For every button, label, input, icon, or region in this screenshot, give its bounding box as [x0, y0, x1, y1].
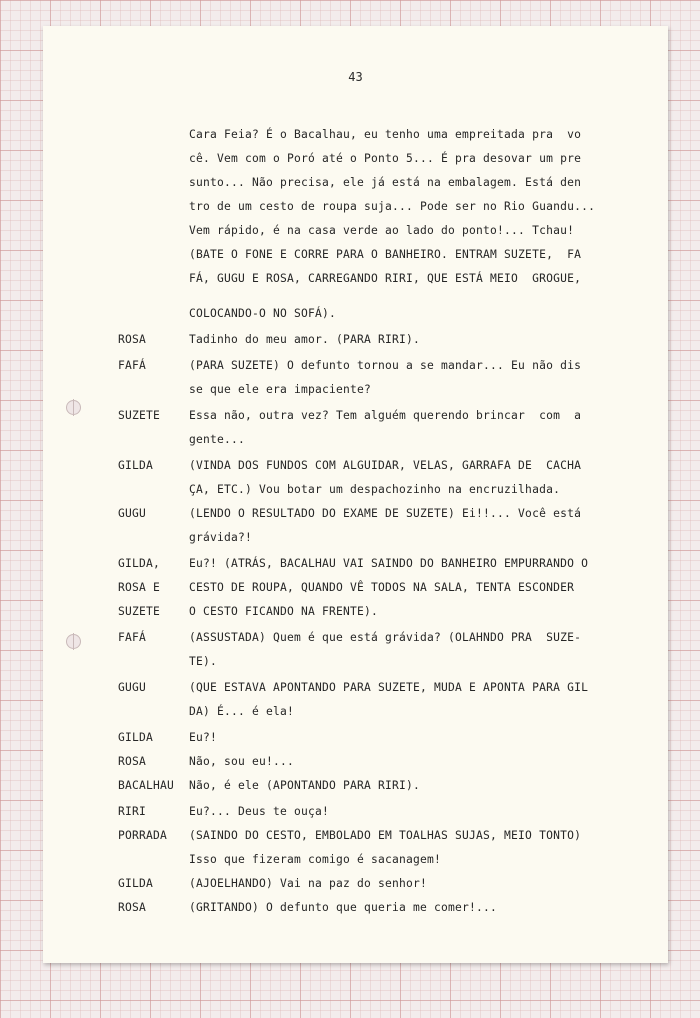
dialogue-text: (VINDA DOS FUNDOS COM ALGUIDAR, VELAS, GARRAFA DE CACHA [189, 459, 582, 472]
dialogue-text: gente... [189, 433, 246, 446]
script-page [43, 26, 668, 963]
dialogue-text: sunto... Não precisa, ele já está na embalagem. Está den [189, 176, 582, 189]
speaker-name: GILDA, [118, 557, 161, 570]
speaker-name: ROSA [118, 333, 147, 346]
speaker-name: RIRI [118, 805, 147, 818]
punch-hole-mark [66, 400, 81, 415]
dialogue-text: tro de um cesto de roupa suja... Pode ser no Rio Guandu... [189, 200, 596, 213]
dialogue-text: Cara Feia? É o Bacalhau, eu tenho uma empreitada pra vo [189, 128, 582, 141]
dialogue-text: COLOCANDO-O NO SOFÁ). [189, 307, 337, 320]
dialogue-text: Eu?! (ATRÁS, BACALHAU VAI SAINDO DO BANHEIRO EMPURRANDO O [189, 557, 589, 570]
dialogue-text: Tadinho do meu amor. (PARA RIRI). [189, 333, 421, 346]
speaker-name: ROSA [118, 901, 147, 914]
speaker-name: BACALHAU [118, 779, 175, 792]
speaker-name: GILDA [118, 459, 154, 472]
dialogue-text: Não, é ele (APONTANDO PARA RIRI). [189, 779, 421, 792]
dialogue-text: (PARA SUZETE) O defunto tornou a se mandar... Eu não dis [189, 359, 582, 372]
speaker-name: FAFÁ [118, 359, 147, 372]
dialogue-text: grávida?! [189, 531, 253, 544]
dialogue-text: Essa não, outra vez? Tem alguém querendo brincar com a [189, 409, 582, 422]
dialogue-text: Eu?! [189, 731, 218, 744]
speaker-name: ROSA [118, 755, 147, 768]
speaker-name: GUGU [118, 681, 147, 694]
speaker-name: SUZETE [118, 605, 161, 618]
dialogue-text: CESTO DE ROUPA, QUANDO VÊ TODOS NA SALA, TENTA ESCONDER [189, 581, 575, 594]
dialogue-text: (SAINDO DO CESTO, EMBOLADO EM TOALHAS SUJAS, MEIO TONTO) [189, 829, 582, 842]
speaker-name: SUZETE [118, 409, 161, 422]
dialogue-text: (GRITANDO) O defunto que queria me comer!... [189, 901, 498, 914]
speaker-name: ROSA E [118, 581, 161, 594]
speaker-name: GUGU [118, 507, 147, 520]
dialogue-text: Vem rápido, é na casa verde ao lado do ponto!... Tchau! [189, 224, 575, 237]
dialogue-text: O CESTO FICANDO NA FRENTE). [189, 605, 379, 618]
speaker-name: FAFÁ [118, 631, 147, 644]
dialogue-text: (QUE ESTAVA APONTANDO PARA SUZETE, MUDA E APONTA PARA GIL [189, 681, 589, 694]
dialogue-text: ÇA, ETC.) Vou botar um despachozinho na encruzilhada. [189, 483, 561, 496]
punch-hole-mark [66, 634, 81, 649]
speaker-name: GILDA [118, 877, 154, 890]
dialogue-text: (BATE O FONE E CORRE PARA O BANHEIRO. ENTRAM SUZETE, FA [189, 248, 582, 261]
dialogue-text: (AJOELHANDO) Vai na paz do senhor! [189, 877, 428, 890]
dialogue-text: (LENDO O RESULTADO DO EXAME DE SUZETE) Ei!!... Você está [189, 507, 582, 520]
dialogue-text: se que ele era impaciente? [189, 383, 372, 396]
dialogue-text: cê. Vem com o Poró até o Ponto 5... É pra desovar um pre [189, 152, 582, 165]
dialogue-text: FÁ, GUGU E ROSA, CARREGANDO RIRI, QUE ESTÁ MEIO GROGUE, [189, 272, 582, 285]
speaker-name: GILDA [118, 731, 154, 744]
dialogue-text: Não, sou eu!... [189, 755, 295, 768]
dialogue-text: TE). [189, 655, 218, 668]
dialogue-text: Isso que fizeram comigo é sacanagem! [189, 853, 442, 866]
page-number: 43 [348, 70, 363, 84]
speaker-name: PORRADA [118, 829, 168, 842]
dialogue-text: Eu?... Deus te ouça! [189, 805, 330, 818]
dialogue-text: (ASSUSTADA) Quem é que está grávida? (OLAHNDO PRA SUZE- [189, 631, 582, 644]
dialogue-text: DA) É... é ela! [189, 705, 295, 718]
